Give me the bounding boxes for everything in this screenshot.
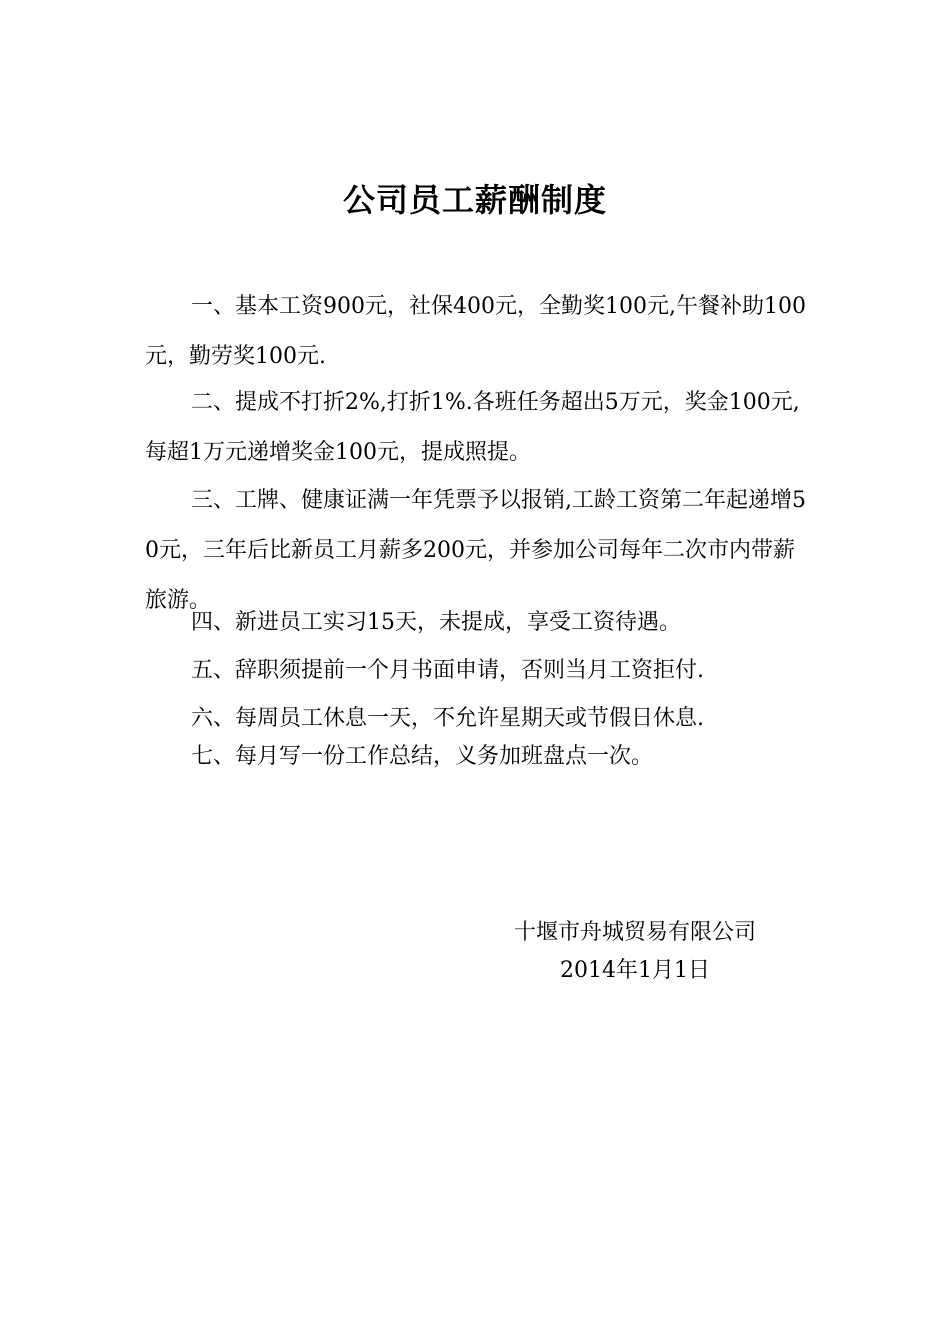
- signature-date: 2014年1月1日: [560, 958, 710, 983]
- signature-company: 十堰市舟城贸易有限公司: [513, 920, 756, 945]
- policy-item-2: 二、提成不打折2%,打折1%.各班任务超出5万元，奖金100元,每超1万元递增奖金100元，提成照提。: [145, 390, 800, 465]
- policy-item-7: 七、每月写一份工作总结，义务加班盘点一次。: [191, 744, 654, 769]
- policy-item-1: 一、基本工资900元，社保400元，全勤奖100元,午餐补助100元，勤劳奖100元.: [145, 294, 806, 369]
- policy-item-6: 六、每周员工休息一天，不允许星期天或节假日休息.: [191, 706, 704, 731]
- document-title: 公司员工薪酬制度: [342, 181, 607, 219]
- policy-item-3: 三、工牌、健康证满一年凭票予以报销,工龄工资第二年起递增50元，三年后比新员工月薪多200元，并参加公司每年二次市内带薪旅游。: [145, 488, 806, 613]
- policy-item-4: 四、新进员工实习15天，未提成，享受工资待遇。: [191, 610, 681, 635]
- policy-item-5: 五、辞职须提前一个月书面申请，否则当月工资拒付.: [191, 658, 704, 683]
